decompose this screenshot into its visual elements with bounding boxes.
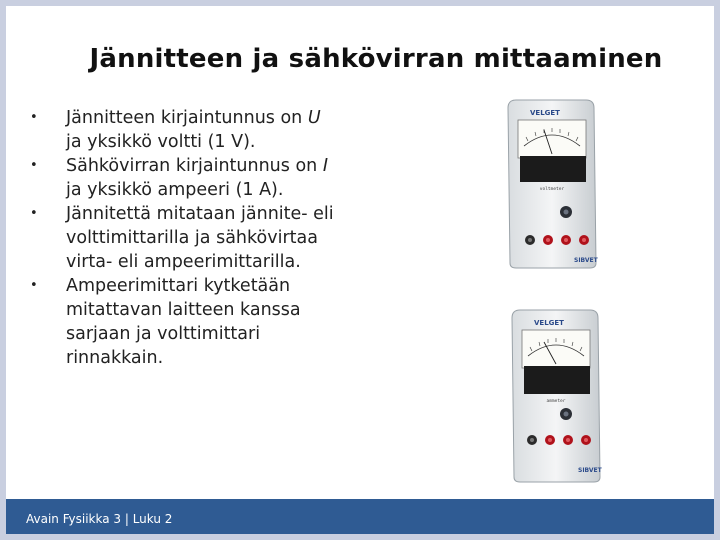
bullet-text: sarjaan ja volttimittari <box>66 324 261 344</box>
bullet-icon: • <box>30 278 38 293</box>
bullet-item <box>28 274 398 370</box>
slide <box>6 6 714 534</box>
footer-text: Avain Fysiikka 3 | Luku 2 <box>26 512 173 526</box>
brand-label: VELGET <box>530 109 560 117</box>
voltmeter-image <box>500 98 604 270</box>
bullet-text: Ampeerimittari kytketään <box>66 276 291 296</box>
bullet-text: Jännitettä mitataan jännite- eli <box>66 204 334 224</box>
bullet-text: ja yksikkö ampeeri (1 A). <box>66 180 284 200</box>
bullet-icon: • <box>30 110 38 125</box>
logo-label: SIBVET <box>574 257 598 264</box>
footer-bar <box>6 499 714 534</box>
svg-text:voltmeter: voltmeter <box>539 187 565 192</box>
ammeter-image <box>504 308 608 484</box>
bullet-text: virta- eli ampeerimittarilla. <box>66 252 301 272</box>
bullet-text: volttimittarilla ja sähkövirtaa <box>66 228 318 248</box>
bullet-text: Sähkövirran kirjaintunnus on <box>66 156 323 176</box>
bullet-text: ja yksikkö voltti (1 V). <box>66 132 256 152</box>
bullet-item <box>28 154 398 202</box>
svg-text:ammeter: ammeter <box>546 399 566 404</box>
bullet-text: mitattavan laitteen kanssa <box>66 300 301 320</box>
bullet-item <box>28 202 398 274</box>
slide-title: Jännitteen ja sähkövirran mittaaminen <box>89 44 663 74</box>
bullet-icon: • <box>30 206 38 221</box>
symbol-u: U <box>307 108 321 128</box>
bullet-item <box>28 106 398 154</box>
logo-label: SIBVET <box>578 467 602 474</box>
bullet-list <box>28 106 398 370</box>
symbol-i: I <box>322 156 328 176</box>
bullet-text: rinnakkain. <box>66 348 164 368</box>
bullet-text: Jännitteen kirjaintunnus on <box>66 108 308 128</box>
bullet-icon: • <box>30 158 38 173</box>
brand-label: VELGET <box>534 319 564 327</box>
